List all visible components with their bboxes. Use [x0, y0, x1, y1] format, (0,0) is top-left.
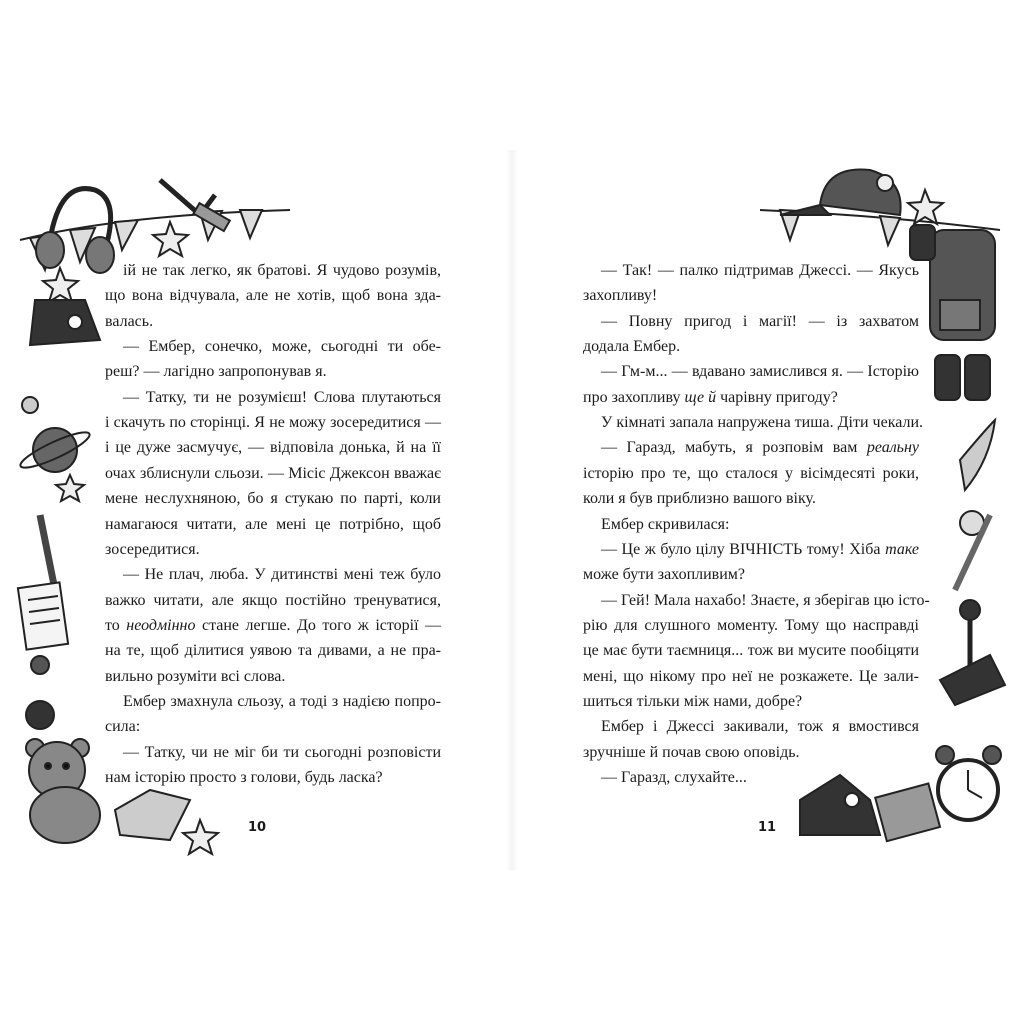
text-segment: намагаюся читати, але мені це потрібно, щоб [105, 515, 441, 533]
text-segment: захопливу! [583, 287, 658, 305]
text-segment: і це дуже засмучує, — відповіла донька, й на її [105, 439, 441, 457]
text-line [583, 461, 919, 486]
text-segment: важко читати, але якщо постійно тренуватися, [105, 591, 441, 609]
text-segment: додала Ембер. [583, 338, 681, 356]
text-segment: зручніше й почав свою оповідь. [583, 743, 800, 761]
text-line [105, 664, 441, 689]
rocket-icon [960, 420, 995, 490]
text-line [583, 613, 919, 638]
text-line [583, 283, 919, 308]
text-line [583, 638, 919, 663]
text-line [105, 359, 441, 384]
text-line [583, 435, 919, 460]
text-line [105, 765, 441, 790]
backpack-icon [930, 230, 995, 340]
text-line [105, 435, 441, 460]
text-line [105, 309, 441, 334]
text-line [105, 588, 441, 613]
skull-badge-icon [26, 701, 54, 729]
text-line [583, 537, 919, 562]
emphasized-text: неодмінно [126, 616, 196, 634]
text-segment: рію для слушного моменту. Тому що насправді [583, 616, 919, 634]
text-line [583, 689, 919, 714]
joystick-icon [940, 600, 1005, 705]
teddy-bear-icon [26, 739, 100, 843]
text-line [583, 562, 919, 587]
text-segment: мені, що нікому про неї не розкажете. Це зали- [583, 667, 919, 685]
text-line [105, 537, 441, 562]
text-line [105, 334, 441, 359]
text-segment: — Гаразд, слухайте... [601, 769, 747, 786]
text-segment: — Татку, чи не міг би ти сьогодні розповісти [123, 743, 441, 761]
text-segment: що вона відчувала, але не хотів, щоб вона зда- [105, 287, 441, 305]
text-segment: вильно розуміти всі слова. [105, 667, 286, 685]
text-segment: ій не так легко, як братові. Я чудово розумів, [123, 262, 441, 279]
sneaker-icon [30, 300, 100, 345]
text-segment: може бути захопливим? [583, 566, 746, 584]
star-icon [43, 268, 78, 302]
text-segment: це має бути таємниця... тож ви мусите пообіцяти [583, 642, 919, 660]
text-segment: зосередитися. [105, 540, 200, 558]
text-segment: реш? — лагідно запропонував я. [105, 363, 327, 381]
text-segment: — Татку, ти не розумієш! Слова плутаються [123, 388, 441, 406]
text-segment: шиться тільки між нами, добре? [583, 692, 803, 710]
text-segment: — Гм-м... — вдавано замислився я. — Історію [601, 363, 919, 381]
planet-icon [17, 397, 93, 473]
text-line [105, 638, 441, 663]
button-icon [31, 656, 49, 674]
text-line [583, 410, 924, 435]
text-segment: Ембер скривилася: [601, 515, 730, 533]
text-line [583, 664, 919, 689]
text-segment: — Ембер, сонечко, може, сьогодні ти обе- [123, 338, 441, 356]
text-line [583, 740, 919, 765]
text-segment: історію про те, що сталося у вісімдесяті роки, [583, 464, 919, 482]
text-line [105, 486, 441, 511]
text-segment: — Повну пригод і магії! — із захватом [601, 312, 919, 330]
text-segment: чарівну пригоду? [716, 388, 838, 406]
text-line [583, 486, 919, 511]
open-book-icon [115, 790, 190, 840]
text-segment: — Не плач, люба. У дитинстві мені теж було [123, 566, 441, 584]
pen-icon [40, 515, 55, 590]
text-line [105, 562, 441, 587]
text-segment: — Це ж було цілу ВІЧНІСТЬ тому! Хіба [601, 540, 886, 558]
text-segment: сила: [105, 718, 141, 736]
text-line [583, 359, 919, 384]
text-segment: то [105, 616, 127, 634]
text-line [583, 588, 930, 613]
text-segment: на те, щоб ділитися уявою та дивами, а не пра- [105, 642, 441, 660]
emphasized-text: таке [885, 540, 919, 558]
text-line [105, 512, 441, 537]
text-line [105, 740, 441, 765]
text-segment: — Так! — палко підтримав Джессі. — Якусь [601, 262, 919, 279]
star-icon [153, 222, 188, 256]
text-segment: очах зблиснули сльози. — Місіс Джексон вважає [105, 464, 441, 482]
text-line [583, 334, 919, 359]
star-icon [56, 475, 84, 501]
book-icon [875, 784, 940, 842]
text-line [105, 410, 441, 435]
text-line [583, 714, 919, 739]
page-number-right: 11 [758, 820, 777, 835]
text-segment: стане легше. До того ж історії — [195, 616, 441, 634]
text-line [583, 309, 919, 334]
text-segment: і скачуть по сторінці. Я не можу зосередитися — [105, 414, 441, 432]
text-line [583, 258, 919, 283]
text-segment: У кімнаті запала напружена тиша. Діти чекали. [601, 414, 924, 432]
text-line [105, 283, 441, 308]
text-segment: про захопливу [583, 388, 685, 406]
text-segment: — Гей! Мала нахабо! Знаєте, я зберігав цю істо- [601, 591, 930, 609]
text-segment: мене неслухняною, бо я стукаю по парті, коли [105, 490, 441, 508]
text-line [583, 385, 919, 410]
text-segment: — Гаразд, мабуть, я розповім вам [601, 439, 867, 457]
emphasized-text: реальну [866, 439, 919, 457]
text-segment: Ембер і Джессі закивали, тож я вмостився [601, 718, 919, 736]
text-segment: Ембер змахнула сльозу, а тоді з надією попро- [123, 692, 441, 710]
text-line [105, 385, 441, 410]
baseball-cap-icon [780, 169, 901, 215]
page-number-left: 10 [248, 820, 267, 835]
alarm-clock-icon [936, 746, 1001, 820]
text-line [105, 714, 441, 739]
star-icon [908, 190, 943, 224]
star-icon [183, 820, 218, 854]
notepad-icon [18, 582, 68, 649]
text-line [105, 461, 441, 486]
text-line [583, 765, 919, 790]
text-line [105, 258, 441, 283]
text-segment: валась. [105, 312, 154, 330]
text-segment: коли я був приблизно вашого віку. [583, 490, 816, 508]
text-line [583, 512, 919, 537]
emphasized-text: ще й [684, 388, 717, 406]
text-segment: нам історію просто з голови, будь ласка? [105, 769, 383, 786]
text-line [105, 689, 441, 714]
text-line [105, 613, 441, 638]
